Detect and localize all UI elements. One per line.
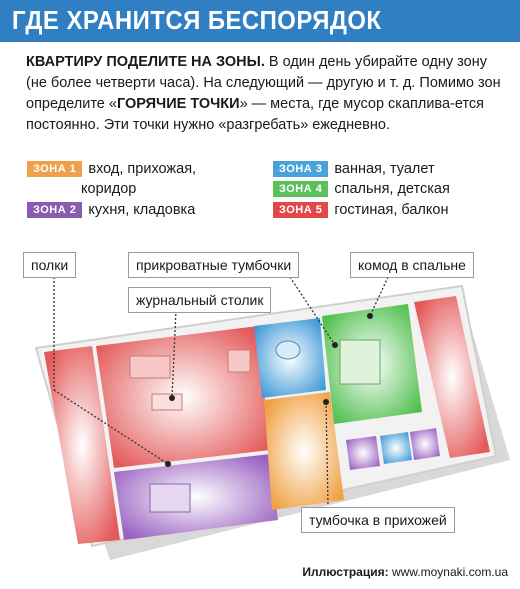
callout-bedside-tables: прикроватные тумбочки xyxy=(128,252,299,278)
kitchen-table xyxy=(150,484,190,512)
zone-2-badge: ЗОНА 2 xyxy=(27,202,82,218)
intro-hot-spots: ГОРЯЧИЕ ТОЧКИ xyxy=(116,96,240,112)
zone-5-badge: ЗОНА 5 xyxy=(273,202,328,218)
zone-2-label: кухня, кладовка xyxy=(88,202,196,219)
armchair xyxy=(228,350,250,372)
coffee-table xyxy=(152,394,182,410)
bathtub xyxy=(276,341,300,359)
pantry xyxy=(346,436,380,470)
intro-text-1: В один день убирайте одну зону (не более четверти часа). На следующий — другую и т. д. Помимо зон определите « xyxy=(26,54,501,112)
bed xyxy=(340,340,380,384)
sofa xyxy=(130,356,170,378)
credit-label: Иллюстрация: xyxy=(302,565,389,579)
marker-coffee-table xyxy=(169,395,175,401)
toilet xyxy=(380,432,412,464)
zone-4-badge: ЗОНА 4 xyxy=(273,181,328,197)
zone-1-label: вход, прихожая, xyxy=(88,161,197,178)
callout-coffee-table: журнальный столик xyxy=(128,287,271,313)
zone-5-label: гостиная, балкон xyxy=(334,202,449,219)
zone-1-label-2: коридор xyxy=(81,181,137,198)
hallway xyxy=(264,392,344,510)
marker-dresser xyxy=(367,313,373,319)
credit-source: www.moynaki.com.ua xyxy=(391,565,508,579)
callout-dresser: комод в спальне xyxy=(350,252,474,278)
illustration-credit xyxy=(302,565,508,579)
zone-4-label: спальня, детская xyxy=(334,181,450,198)
callout-hall-cabinet: тумбочка в прихожей xyxy=(301,507,455,533)
marker-shelves xyxy=(165,461,171,467)
callout-shelves: полки xyxy=(23,252,76,278)
zone-1-badge: ЗОНА 1 xyxy=(27,161,82,177)
living-room xyxy=(96,326,270,468)
closet xyxy=(410,428,440,460)
zone-3-label: ванная, туалет xyxy=(334,161,435,178)
marker-hall-cabinet xyxy=(323,399,329,405)
intro-text-2: » — места, где мусор скаплива-ется постоянно. Эти точки нужно «разгребать» ежедневно. xyxy=(26,96,485,133)
page-title: ГДЕ ХРАНИТСЯ БЕСПОРЯДОК xyxy=(12,5,382,35)
marker-bedside xyxy=(332,342,338,348)
intro-lead: КВАРТИРУ ПОДЕЛИТЕ НА ЗОНЫ. xyxy=(26,54,265,70)
zone-3-badge: ЗОНА 3 xyxy=(273,161,328,177)
